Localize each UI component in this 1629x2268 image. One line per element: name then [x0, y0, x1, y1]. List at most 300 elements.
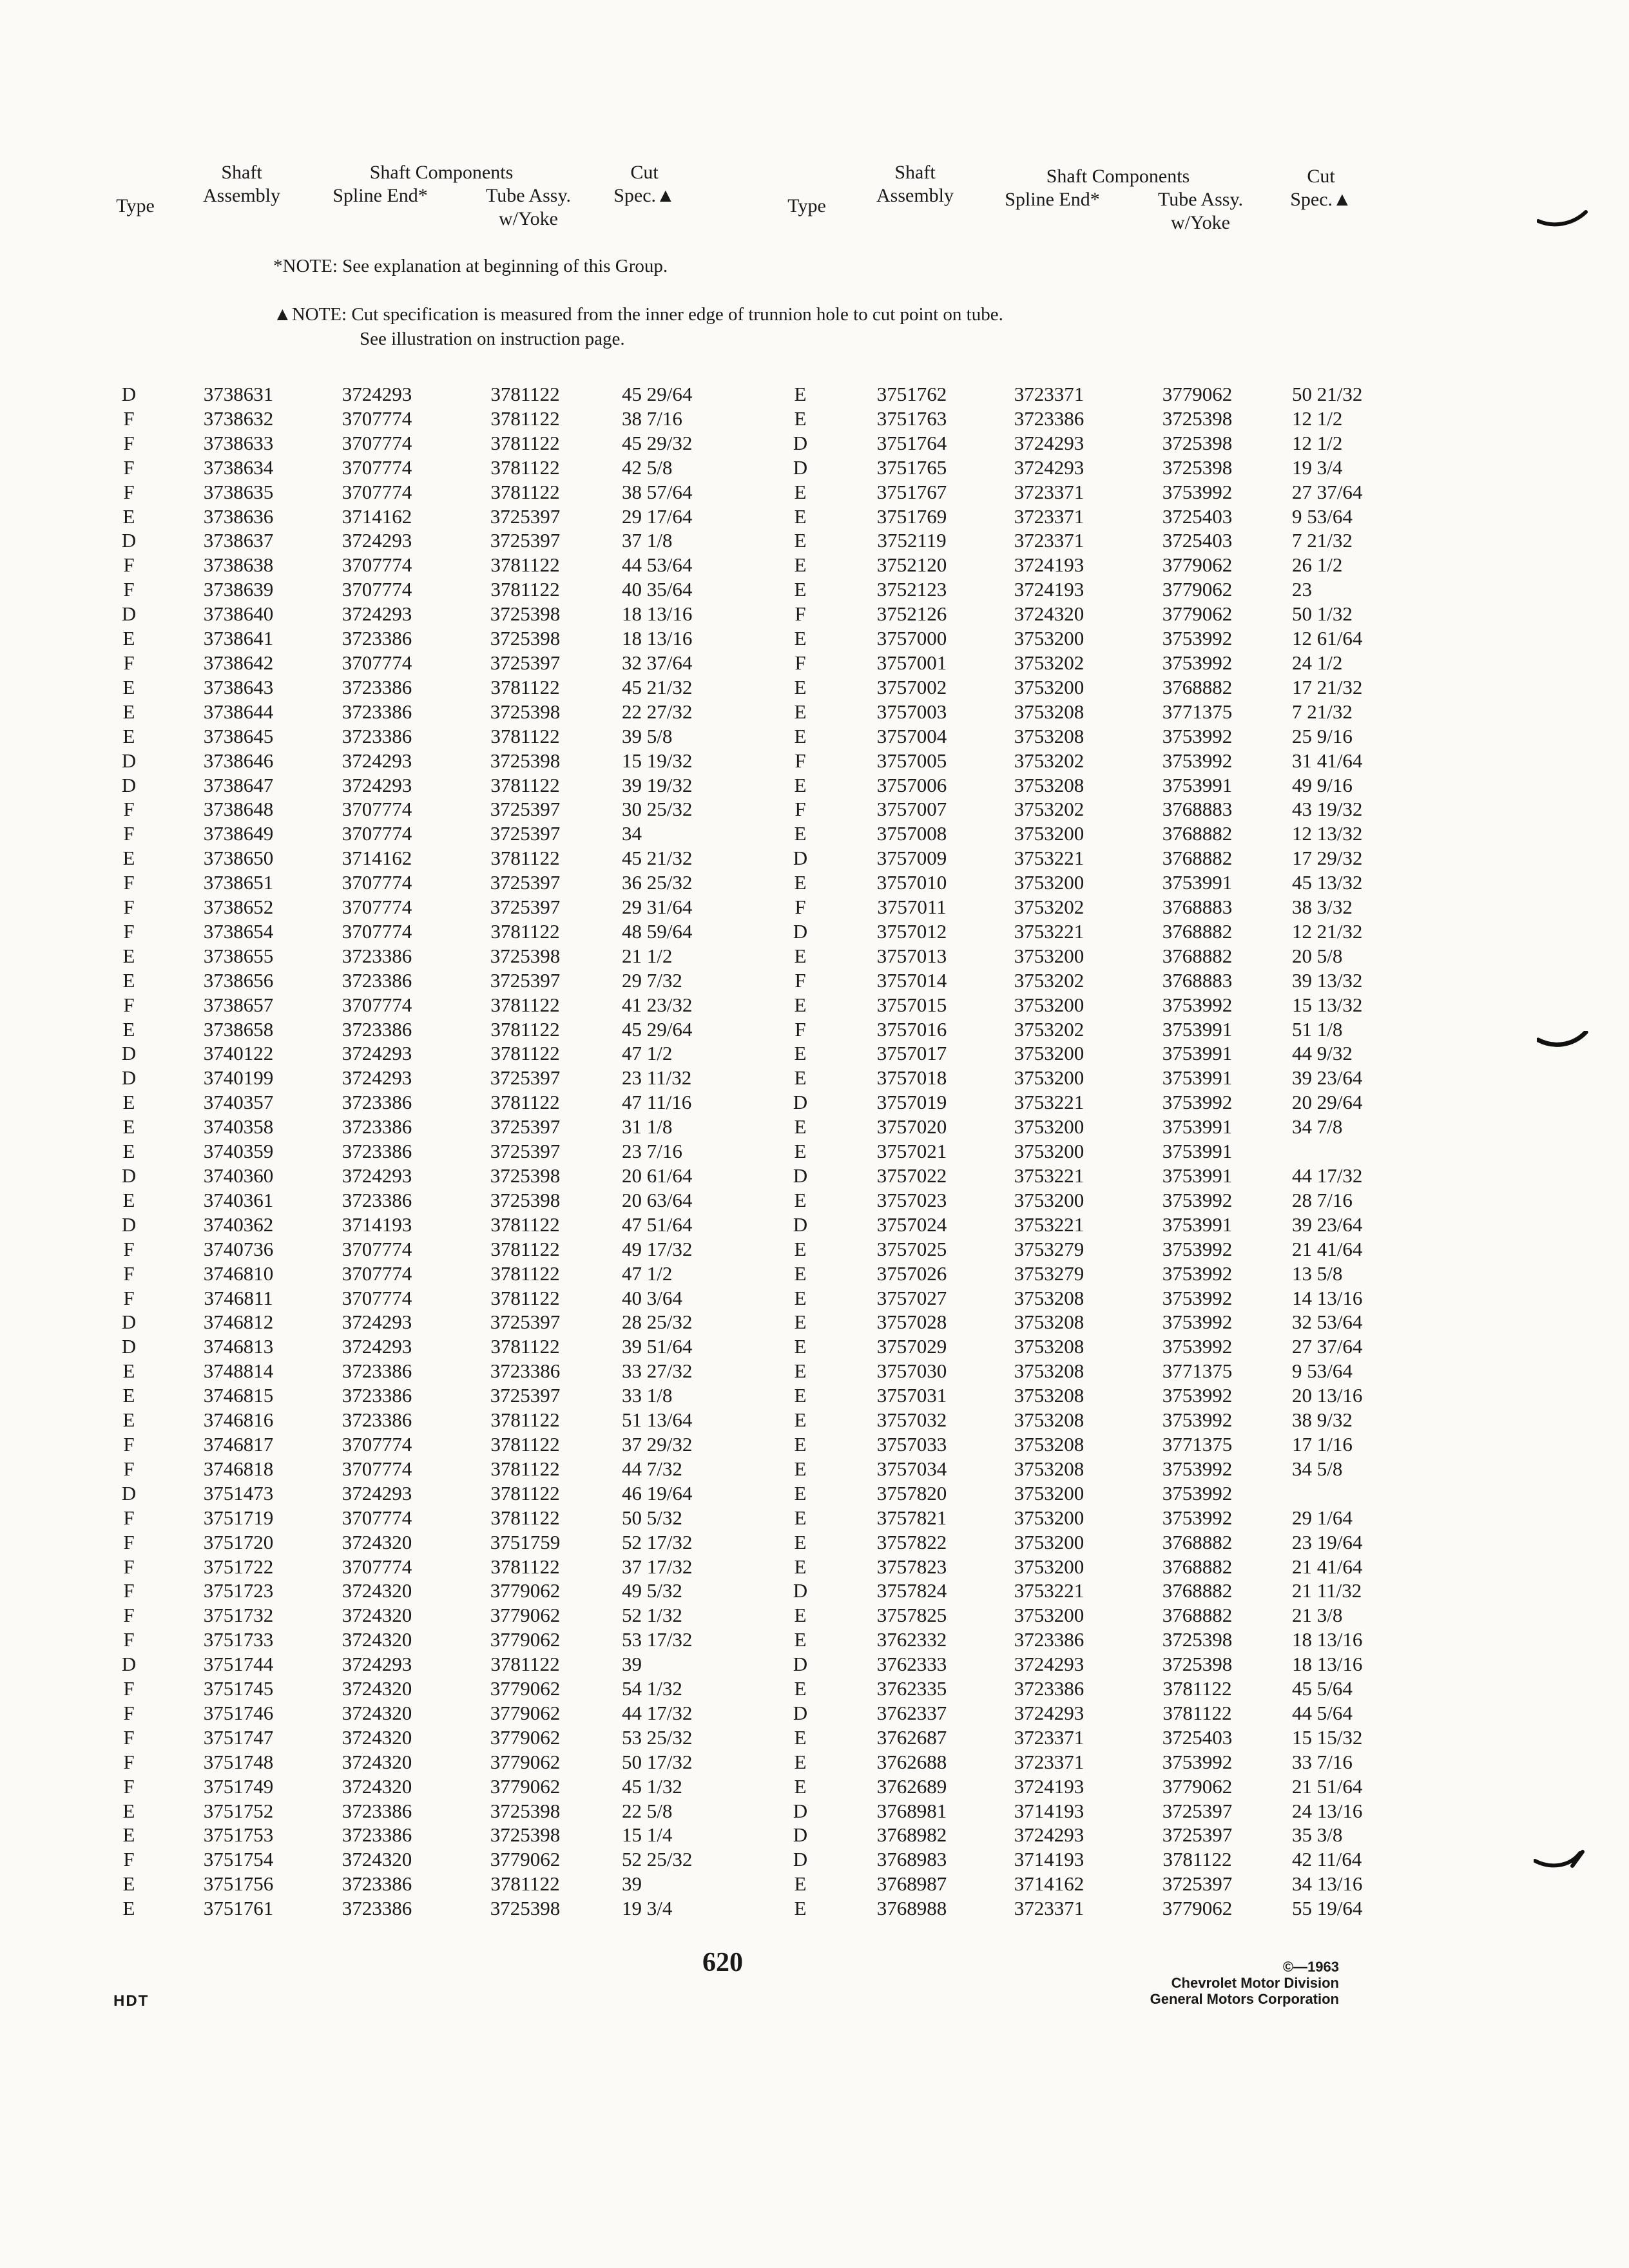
spline-end-cell: 3707774 [342, 1262, 412, 1285]
spline-end-cell: 3723386 [342, 1091, 412, 1114]
shaft-assembly-cell: 3740360 [203, 1164, 274, 1187]
tube-assy-cell: 3725397 [490, 651, 561, 674]
spline-end-cell: 3707774 [342, 1506, 412, 1529]
shaft-assembly-cell: 3762337 [876, 1701, 947, 1724]
tube-assy-cell: 3751759 [490, 1530, 561, 1553]
tube-assy-cell: 3781122 [490, 1555, 560, 1578]
shaft-assembly-cell: 3740358 [203, 1115, 274, 1139]
tube-assy-cell: 3753992 [1162, 1188, 1233, 1211]
cut-spec-cell: 23 [1292, 578, 1312, 601]
tube-assy-cell: 3768883 [1162, 896, 1233, 919]
cut-spec-cell: 20 63/64 [622, 1188, 693, 1211]
tube-assy-cell: 3753991 [1162, 1115, 1233, 1139]
note-explanation: *NOTE: See explanation at beginning of this Group. [273, 256, 668, 276]
right-header-tube-assy: Tube Assy. w/Yoke [1158, 189, 1243, 233]
type-cell: F [123, 578, 135, 601]
cut-spec-cell: 36 25/32 [622, 871, 693, 894]
type-cell: F [123, 456, 135, 479]
spline-end-cell: 3723386 [342, 968, 412, 992]
tube-assy-cell: 3781122 [490, 1872, 560, 1896]
cut-spec-cell: 39 23/64 [1292, 1066, 1363, 1090]
type-cell: E [794, 1066, 807, 1090]
cut-spec-cell: 54 1/32 [622, 1677, 682, 1700]
tube-assy-cell: 3781122 [490, 847, 560, 870]
shaft-assembly-cell: 3757825 [876, 1604, 947, 1627]
type-cell: F [123, 896, 135, 919]
cut-spec-cell: 21 3/8 [1292, 1604, 1343, 1627]
spline-end-cell: 3753202 [1014, 968, 1084, 992]
spline-end-cell: 3724293 [342, 1042, 412, 1065]
shaft-assembly-cell: 3751722 [203, 1555, 274, 1578]
spline-end-cell: 3723386 [342, 724, 412, 747]
spline-end-cell: 3724293 [342, 383, 412, 405]
type-cell: E [794, 675, 807, 698]
cut-spec-cell: 21 11/32 [1292, 1579, 1362, 1602]
spline-end-cell: 3753200 [1014, 1042, 1084, 1065]
type-cell: F [123, 1750, 135, 1773]
type-cell: F [795, 602, 806, 626]
shaft-assembly-cell: 3757822 [876, 1530, 947, 1553]
shaft-assembly-cell: 3757006 [876, 773, 947, 796]
shaft-assembly-cell: 3768981 [876, 1799, 947, 1822]
type-cell: F [123, 822, 135, 845]
cut-spec-cell: 37 17/32 [622, 1555, 693, 1578]
shaft-assembly-cell: 3757015 [876, 993, 947, 1016]
spline-end-cell: 3753202 [1014, 798, 1084, 821]
type-cell: D [121, 1653, 137, 1676]
cut-spec-cell: 47 1/2 [622, 1262, 673, 1285]
tube-assy-cell: 3768882 [1162, 822, 1233, 845]
tube-assy-cell: 3753992 [1162, 1506, 1233, 1529]
right-header-shaft-assembly: Shaft Assembly [876, 162, 954, 206]
shaft-assembly-cell: 3757026 [876, 1262, 947, 1285]
cut-spec-cell: 29 1/64 [1292, 1506, 1353, 1529]
tube-assy-cell: 3771375 [1162, 700, 1233, 723]
type-cell: F [123, 919, 135, 943]
cut-spec-cell: 47 11/16 [622, 1091, 692, 1114]
spline-end-cell: 3753200 [1014, 627, 1084, 650]
cut-spec-cell: 27 37/64 [1292, 480, 1363, 503]
spline-end-cell: 3724293 [1014, 456, 1084, 479]
type-cell: D [121, 1042, 137, 1065]
spline-end-cell: 3707774 [342, 993, 412, 1016]
type-cell: E [794, 1750, 807, 1773]
shaft-assembly-cell: 3751754 [203, 1848, 274, 1871]
cut-spec-cell: 7 21/32 [1292, 529, 1353, 552]
margin-check-mark [1537, 209, 1588, 229]
tube-assy-cell: 3753991 [1162, 1140, 1233, 1163]
cut-spec-cell: 45 21/32 [622, 675, 693, 698]
spline-end-cell: 3724293 [342, 749, 412, 772]
cut-spec-cell: 15 1/4 [622, 1823, 673, 1847]
tube-assy-cell: 3779062 [490, 1750, 561, 1773]
tube-assy-cell: 3753992 [1162, 1237, 1233, 1260]
shaft-assembly-cell: 3751767 [876, 480, 947, 503]
cut-spec-cell: 39 [622, 1653, 642, 1676]
cut-spec-cell: 45 1/32 [622, 1774, 682, 1798]
cut-spec-cell: 39 5/8 [622, 724, 673, 747]
shaft-assembly-cell: 3768983 [876, 1848, 947, 1871]
cut-spec-cell: 39 23/64 [1292, 1213, 1363, 1236]
type-cell: E [794, 1360, 807, 1383]
tube-assy-cell: 3781122 [490, 1262, 560, 1285]
spline-end-cell: 3707774 [342, 553, 412, 577]
cut-spec-cell: 52 25/32 [622, 1848, 693, 1871]
type-cell: E [122, 847, 135, 870]
spline-end-cell: 3723386 [342, 1408, 412, 1432]
shaft-assembly-cell: 3757025 [876, 1237, 947, 1260]
cut-spec-cell: 18 13/16 [1292, 1628, 1363, 1651]
tube-assy-cell: 3753991 [1162, 1017, 1233, 1041]
type-cell: E [122, 1188, 135, 1211]
cut-spec-cell: 40 3/64 [622, 1286, 682, 1309]
cut-spec-cell: 52 1/32 [622, 1604, 682, 1627]
spline-end-cell: 3753200 [1014, 1188, 1084, 1211]
shaft-assembly-cell: 3757007 [876, 798, 947, 821]
tube-assy-cell: 3781122 [1162, 1701, 1232, 1724]
cut-spec-cell: 34 [622, 822, 642, 845]
shaft-assembly-cell: 3751763 [876, 407, 947, 430]
cut-spec-cell: 41 23/32 [622, 993, 693, 1016]
cut-spec-cell: 42 11/64 [1292, 1848, 1362, 1871]
cut-spec-cell: 34 7/8 [1292, 1115, 1343, 1139]
tube-assy-cell: 3725397 [1162, 1872, 1233, 1896]
tube-assy-cell: 3725398 [1162, 456, 1233, 479]
spline-end-cell: 3714193 [1014, 1848, 1084, 1871]
shaft-assembly-cell: 3738649 [203, 822, 274, 845]
shaft-assembly-cell: 3757823 [876, 1555, 947, 1578]
left-header-shaft-assembly: Shaft Assembly [203, 162, 280, 206]
cut-spec-cell: 38 9/32 [1292, 1408, 1353, 1432]
shaft-assembly-cell: 3751733 [203, 1628, 274, 1651]
type-cell: E [794, 1286, 807, 1309]
spline-end-cell: 3724293 [342, 529, 412, 552]
shaft-assembly-cell: 3738633 [203, 431, 274, 454]
spline-end-cell: 3724193 [1014, 553, 1084, 577]
cut-spec-cell: 44 53/64 [622, 553, 693, 577]
spline-end-cell: 3724320 [342, 1774, 412, 1798]
cut-spec-cell: 21 51/64 [1292, 1774, 1363, 1798]
spline-end-cell: 3753200 [1014, 1140, 1084, 1163]
cut-spec-cell: 33 27/32 [622, 1360, 693, 1383]
spline-end-cell: 3723386 [342, 1140, 412, 1163]
type-cell: E [794, 993, 807, 1016]
spline-end-cell: 3753208 [1014, 1286, 1084, 1309]
spline-end-cell: 3724293 [342, 602, 412, 626]
type-cell: E [794, 944, 807, 967]
tube-assy-cell: 3725403 [1162, 505, 1233, 528]
shaft-assembly-cell: 3751732 [203, 1604, 274, 1627]
type-cell: E [122, 505, 135, 528]
cut-spec-cell: 45 13/32 [1292, 871, 1363, 894]
type-cell: E [794, 1042, 807, 1065]
shaft-assembly-cell: 3751747 [203, 1725, 274, 1749]
tube-assy-cell: 3781122 [490, 578, 560, 601]
shaft-assembly-cell: 3751719 [203, 1506, 274, 1529]
shaft-assembly-cell: 3748814 [203, 1360, 274, 1383]
cut-spec-cell: 50 17/32 [622, 1750, 693, 1773]
shaft-assembly-cell: 3768988 [876, 1897, 947, 1920]
spline-end-cell: 3707774 [342, 1237, 412, 1260]
type-cell: F [123, 553, 135, 577]
shaft-assembly-cell: 3757032 [876, 1408, 947, 1432]
tube-assy-cell: 3725398 [490, 602, 561, 626]
type-cell: E [122, 1897, 135, 1920]
spline-end-cell: 3753200 [1014, 1066, 1084, 1090]
shaft-assembly-cell: 3757005 [876, 749, 947, 772]
tube-assy-cell: 3781122 [490, 1653, 560, 1676]
spline-end-cell: 3753279 [1014, 1237, 1084, 1260]
shaft-assembly-cell: 3751744 [203, 1653, 274, 1676]
type-cell: E [794, 1335, 807, 1358]
spline-end-cell: 3723386 [342, 700, 412, 723]
tube-assy-cell: 3753991 [1162, 1042, 1233, 1065]
cut-spec-cell: 30 25/32 [622, 798, 693, 821]
tube-assy-cell: 3725397 [1162, 1823, 1233, 1847]
shaft-assembly-cell: 3757033 [876, 1432, 947, 1456]
shaft-assembly-cell: 3740122 [203, 1042, 274, 1065]
tube-assy-cell: 3753992 [1162, 480, 1233, 503]
tube-assy-cell: 3753991 [1162, 773, 1233, 796]
tube-assy-cell: 3779062 [490, 1677, 561, 1700]
left-header-shaft-components: Shaft Components [369, 162, 514, 183]
type-cell: F [123, 1530, 135, 1553]
tube-assy-cell: 3753991 [1162, 1066, 1233, 1090]
cut-spec-cell: 25 9/16 [1292, 724, 1353, 747]
cut-spec-cell: 51 1/8 [1292, 1017, 1343, 1041]
shaft-assembly-cell: 3751765 [876, 456, 947, 479]
spline-end-cell: 3714193 [342, 1213, 412, 1236]
shaft-assembly-cell: 3740359 [203, 1140, 274, 1163]
tube-assy-cell: 3781122 [490, 407, 560, 430]
shaft-assembly-cell: 3762335 [876, 1677, 947, 1700]
cut-spec-cell: 29 17/64 [622, 505, 693, 528]
tube-assy-cell: 3753992 [1162, 1286, 1233, 1309]
tube-assy-cell: 3725403 [1162, 1725, 1233, 1749]
shaft-assembly-cell: 3740361 [203, 1188, 274, 1211]
spline-end-cell: 3723386 [342, 1799, 412, 1822]
cut-spec-cell: 15 13/32 [1292, 993, 1363, 1016]
tube-assy-cell: 3753992 [1162, 1481, 1233, 1504]
cut-spec-cell: 32 37/64 [622, 651, 693, 674]
shaft-assembly-cell: 3757019 [876, 1091, 947, 1114]
type-cell: D [793, 456, 808, 479]
tube-assy-cell: 3725397 [490, 505, 561, 528]
note-cut-spec-line2: See illustration on instruction page. [360, 329, 625, 349]
shaft-assembly-cell: 3757022 [876, 1164, 947, 1187]
cut-spec-cell: 26 1/2 [1292, 553, 1343, 577]
shaft-assembly-cell: 3738654 [203, 919, 274, 943]
spline-end-cell: 3724320 [342, 1530, 412, 1553]
type-cell: E [794, 1604, 807, 1627]
shaft-assembly-cell: 3738645 [203, 724, 274, 747]
cut-spec-cell: 45 5/64 [1292, 1677, 1353, 1700]
cut-spec-cell: 19 3/4 [622, 1897, 673, 1920]
shaft-assembly-cell: 3738647 [203, 773, 274, 796]
shaft-assembly-cell: 3746818 [203, 1457, 274, 1480]
shaft-assembly-cell: 3746812 [203, 1311, 274, 1334]
cut-spec-cell: 17 1/16 [1292, 1432, 1353, 1456]
right-header-shaft-components: Shaft Components [1046, 166, 1190, 187]
shaft-assembly-cell: 3757021 [876, 1140, 947, 1163]
type-cell: F [123, 407, 135, 430]
tube-assy-cell: 3725398 [490, 1188, 561, 1211]
type-cell: E [122, 968, 135, 992]
cut-spec-cell: 51 13/64 [622, 1408, 693, 1432]
spline-end-cell: 3753202 [1014, 1017, 1084, 1041]
tube-assy-cell: 3753992 [1162, 627, 1233, 650]
cut-spec-cell: 39 19/32 [622, 773, 693, 796]
type-cell: D [121, 749, 137, 772]
type-cell: E [794, 505, 807, 528]
cut-spec-cell: 38 3/32 [1292, 896, 1353, 919]
tube-assy-cell: 3781122 [490, 1457, 560, 1480]
type-cell: E [794, 529, 807, 552]
cut-spec-cell: 12 61/64 [1292, 627, 1363, 650]
cut-spec-cell: 21 41/64 [1292, 1555, 1363, 1578]
spline-end-cell: 3714162 [1014, 1872, 1084, 1896]
tube-assy-cell: 3725398 [1162, 431, 1233, 454]
spline-end-cell: 3707774 [342, 1555, 412, 1578]
tube-assy-cell: 3753992 [1162, 1750, 1233, 1773]
tube-assy-cell: 3725397 [490, 1311, 561, 1334]
spline-end-cell: 3707774 [342, 407, 412, 430]
shaft-assembly-cell: 3757014 [876, 968, 947, 992]
tube-assy-cell: 3781122 [490, 773, 560, 796]
type-cell: E [794, 822, 807, 845]
tube-assy-cell: 3725397 [1162, 1799, 1233, 1822]
spline-end-cell: 3724320 [342, 1628, 412, 1651]
type-cell: E [122, 1872, 135, 1896]
spline-end-cell: 3724320 [342, 1579, 412, 1602]
type-cell: E [794, 1530, 807, 1553]
tube-assy-cell: 3781122 [490, 675, 560, 698]
shaft-assembly-cell: 3740736 [203, 1237, 274, 1260]
spline-end-cell: 3723371 [1014, 1725, 1084, 1749]
type-cell: F [795, 749, 806, 772]
tube-assy-cell: 3768883 [1162, 798, 1233, 821]
spline-end-cell: 3723371 [1014, 1750, 1084, 1773]
spline-end-cell: 3707774 [342, 798, 412, 821]
cut-spec-cell: 45 29/32 [622, 431, 693, 454]
tube-assy-cell: 3768882 [1162, 1579, 1233, 1602]
tube-assy-cell: 3771375 [1162, 1432, 1233, 1456]
type-cell: D [121, 1335, 137, 1358]
type-cell: E [794, 1140, 807, 1163]
spline-end-cell: 3753208 [1014, 724, 1084, 747]
shaft-assembly-cell: 3757001 [876, 651, 947, 674]
tube-assy-cell: 3725397 [490, 1140, 561, 1163]
tube-assy-cell: 3779062 [490, 1604, 561, 1627]
tube-assy-cell: 3781122 [1162, 1848, 1232, 1871]
spline-end-cell: 3707774 [342, 822, 412, 845]
spline-end-cell: 3707774 [342, 896, 412, 919]
type-cell: E [794, 1237, 807, 1260]
type-cell: D [121, 529, 137, 552]
shaft-assembly-cell: 3757008 [876, 822, 947, 845]
cut-spec-cell: 33 7/16 [1292, 1750, 1353, 1773]
spline-end-cell: 3753200 [1014, 1481, 1084, 1504]
type-cell: D [121, 602, 137, 626]
spline-end-cell: 3723386 [342, 1017, 412, 1041]
shaft-assembly-cell: 3738631 [203, 383, 274, 405]
spline-end-cell: 3724320 [342, 1677, 412, 1700]
shaft-assembly-cell: 3762688 [876, 1750, 947, 1773]
tube-assy-cell: 3768882 [1162, 944, 1233, 967]
shaft-assembly-cell: 3757023 [876, 1188, 947, 1211]
tube-assy-cell: 3779062 [490, 1848, 561, 1871]
type-cell: E [794, 1725, 807, 1749]
type-cell: E [794, 480, 807, 503]
margin-check-mark [1534, 1849, 1585, 1872]
tube-assy-cell: 3753992 [1162, 1408, 1233, 1432]
shaft-assembly-cell: 3738644 [203, 700, 274, 723]
spline-end-cell: 3724293 [1014, 1701, 1084, 1724]
shaft-assembly-cell: 3757004 [876, 724, 947, 747]
type-cell: E [122, 1823, 135, 1847]
cut-spec-cell: 48 59/64 [622, 919, 693, 943]
cut-spec-cell: 37 1/8 [622, 529, 673, 552]
spline-end-cell: 3724293 [1014, 1823, 1084, 1847]
shaft-assembly-cell: 3738639 [203, 578, 274, 601]
spline-end-cell: 3753208 [1014, 1457, 1084, 1480]
cut-spec-cell: 15 15/32 [1292, 1725, 1363, 1749]
tube-assy-cell: 3768882 [1162, 1555, 1233, 1578]
spline-end-cell: 3753200 [1014, 822, 1084, 845]
tube-assy-cell: 3725403 [1162, 529, 1233, 552]
shaft-assembly-cell: 3751723 [203, 1579, 274, 1602]
cut-spec-cell: 24 13/16 [1292, 1799, 1363, 1822]
tube-assy-cell: 3779062 [490, 1774, 561, 1798]
type-cell: E [122, 724, 135, 747]
type-cell: E [794, 1262, 807, 1285]
spline-end-cell: 3723386 [1014, 1628, 1084, 1651]
tube-assy-cell: 3725398 [1162, 1628, 1233, 1651]
tube-assy-cell: 3753992 [1162, 749, 1233, 772]
spline-end-cell: 3723386 [342, 1360, 412, 1383]
cut-spec-cell: 28 25/32 [622, 1311, 693, 1334]
type-cell: F [123, 1774, 135, 1798]
spline-end-cell: 3724320 [342, 1848, 412, 1871]
shaft-assembly-cell: 3757000 [876, 627, 947, 650]
type-cell: F [795, 896, 806, 919]
cut-spec-cell: 52 17/32 [622, 1530, 693, 1553]
type-cell: E [122, 1091, 135, 1114]
cut-spec-cell: 45 29/64 [622, 1017, 693, 1041]
cut-spec-cell: 29 7/32 [622, 968, 682, 992]
spline-end-cell: 3753221 [1014, 847, 1084, 870]
type-cell: F [123, 1725, 135, 1749]
cut-spec-cell: 12 13/32 [1292, 822, 1363, 845]
type-cell: F [123, 1677, 135, 1700]
type-cell: D [121, 1311, 137, 1334]
cut-spec-cell: 44 17/32 [1292, 1164, 1363, 1187]
tube-assy-cell: 3725398 [490, 749, 561, 772]
footer-code: HDT [113, 1992, 149, 2010]
tube-assy-cell: 3723386 [490, 1360, 561, 1383]
type-cell: F [123, 1262, 135, 1285]
cut-spec-cell: 29 31/64 [622, 896, 693, 919]
type-cell: D [121, 383, 137, 405]
shaft-assembly-cell: 3757821 [876, 1506, 947, 1529]
spline-end-cell: 3753208 [1014, 1408, 1084, 1432]
tube-assy-cell: 3753992 [1162, 724, 1233, 747]
spline-end-cell: 3724293 [1014, 431, 1084, 454]
cut-spec-cell: 47 1/2 [622, 1042, 673, 1065]
tube-assy-cell: 3725397 [490, 1384, 561, 1407]
tube-assy-cell: 3779062 [1162, 578, 1233, 601]
spline-end-cell: 3723386 [342, 1384, 412, 1407]
